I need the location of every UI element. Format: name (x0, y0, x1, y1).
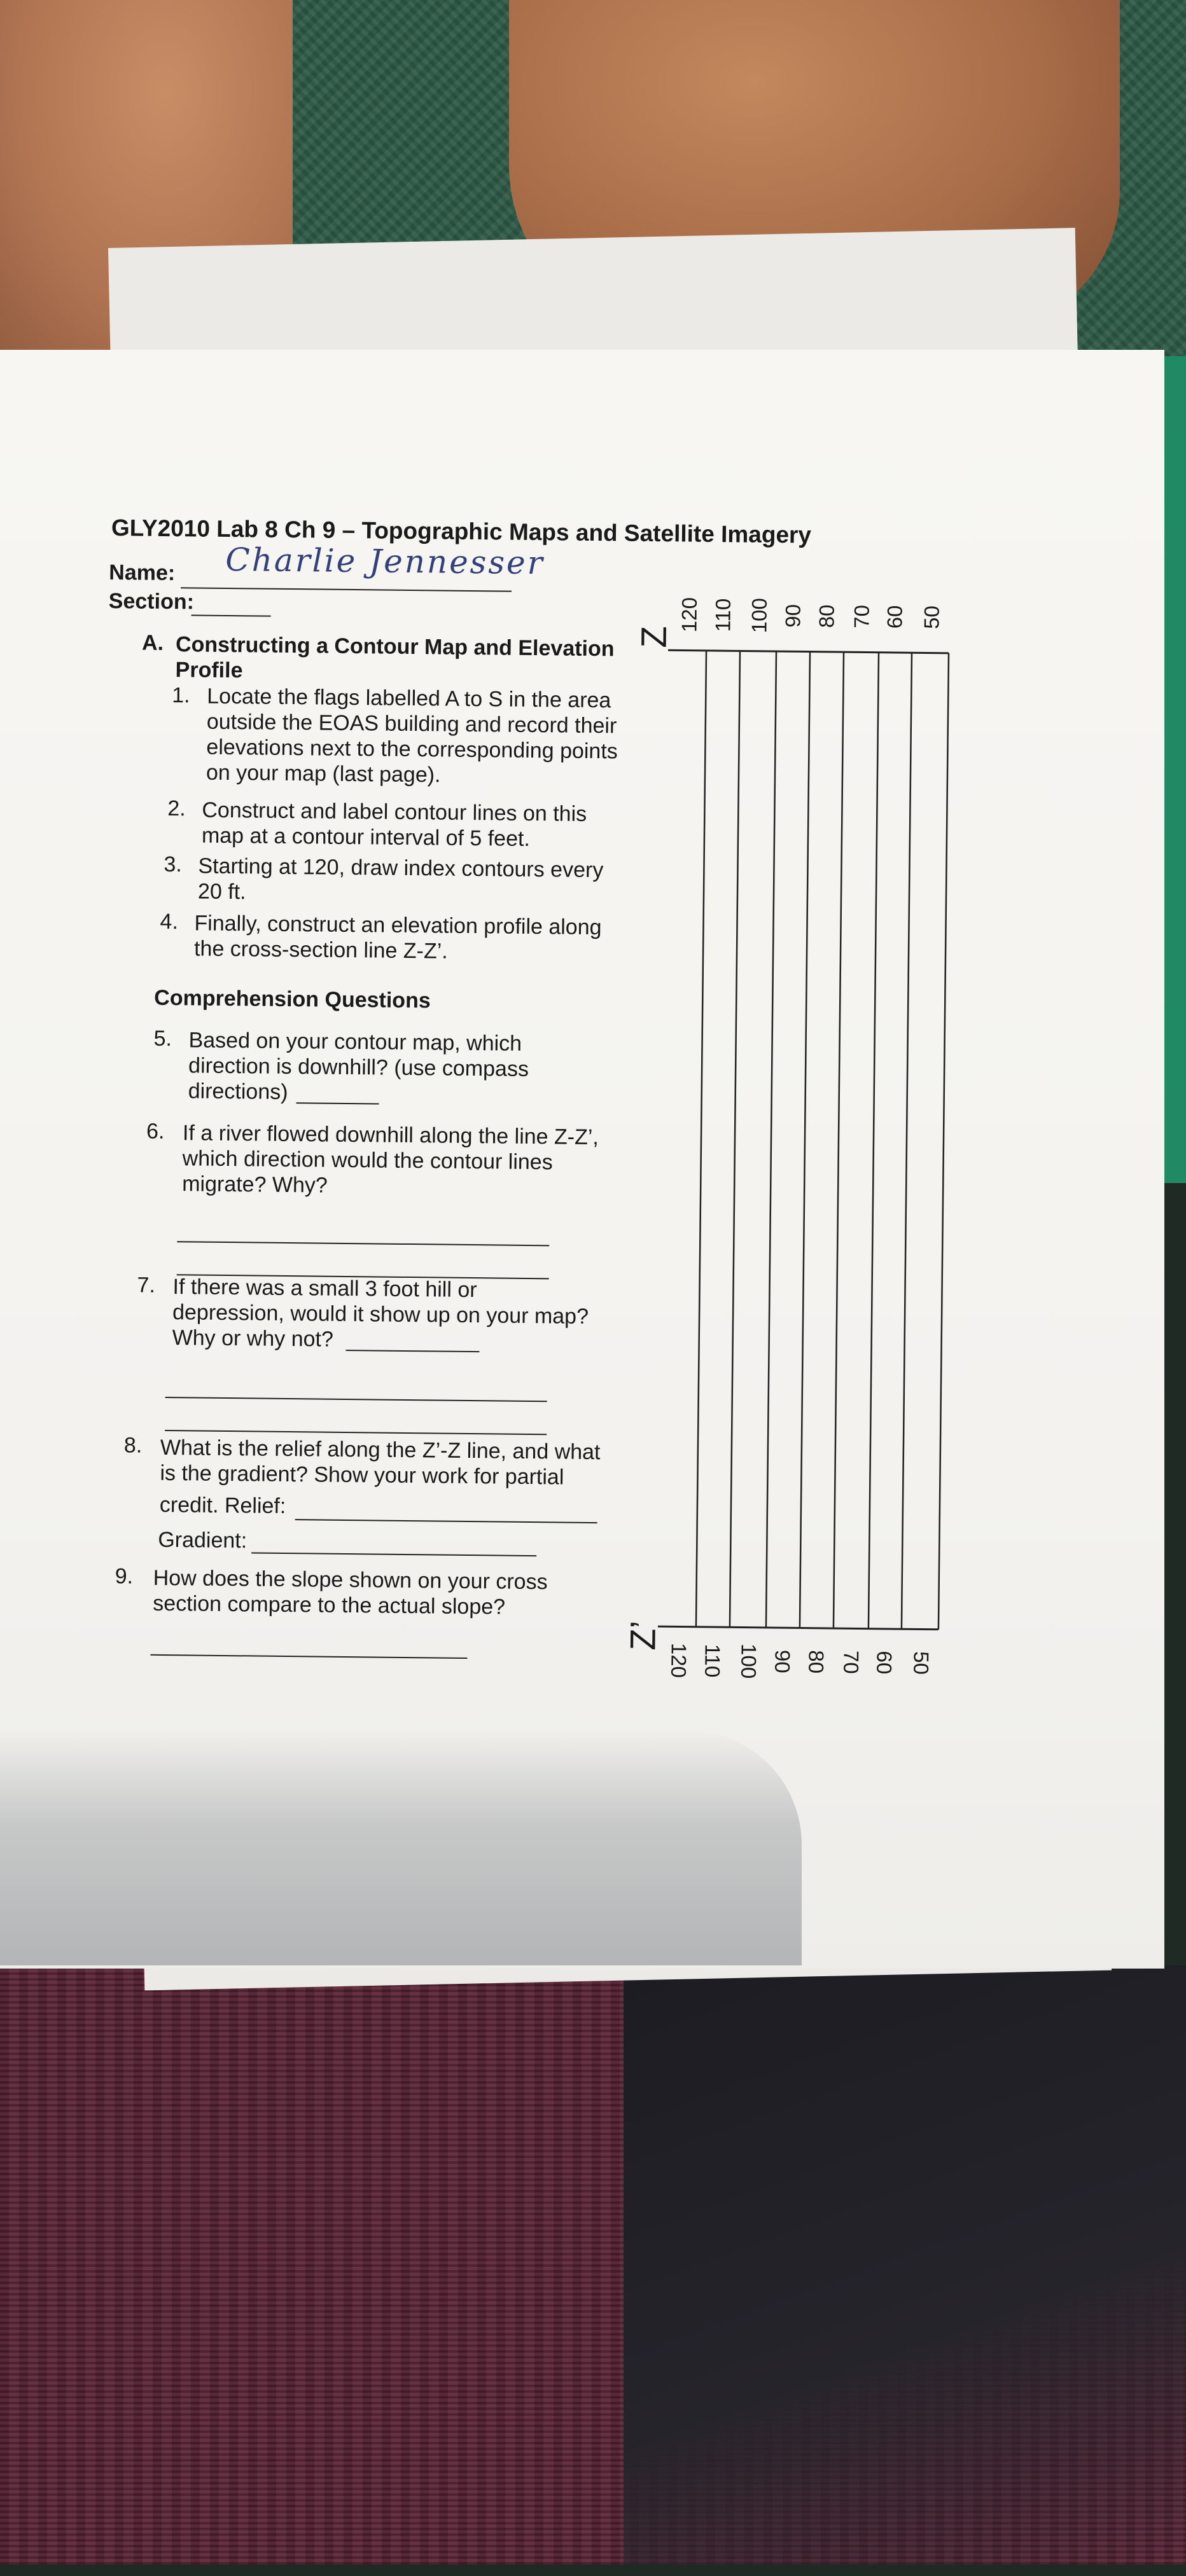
question-8-line: is the gradient? Show your work for partial (160, 1460, 564, 1490)
elevation-line-60 (902, 653, 912, 1629)
item-1-line: on your map (last page). (206, 760, 441, 787)
elevation-line-110 (730, 651, 740, 1627)
question-6-line: migrate? Why? (182, 1172, 328, 1198)
elevation-line-100 (766, 651, 776, 1628)
item-4-line: the cross-section line Z-Z’. (193, 936, 448, 964)
part-a-heading-line1: Constructing a Contour Map and Elevation (175, 632, 615, 661)
item-1-number: 1. (172, 683, 190, 708)
comprehension-heading: Comprehension Questions (154, 985, 431, 1013)
item-2-number: 2. (167, 796, 186, 821)
elevation-label-bottom-60: 60 (872, 1651, 896, 1675)
elevation-label-top-80: 80 (814, 604, 839, 628)
grid-bottom-edge (658, 1626, 938, 1630)
elevation-line-80 (834, 652, 844, 1628)
question-9-line: section compare to the actual slope? (153, 1591, 506, 1619)
elevation-line-90 (800, 652, 810, 1628)
question-5-number: 5. (153, 1026, 172, 1051)
grid-top-edge (668, 650, 949, 653)
question-5-line: direction is downhill? (use compass (188, 1053, 529, 1081)
elevation-label-bottom-110: 110 (701, 1644, 725, 1678)
item-1-line: outside the EOAS building and record their (206, 709, 617, 738)
elevation-label-top-90: 90 (781, 604, 805, 628)
elevation-label-top-60: 60 (883, 605, 907, 629)
elevation-label-top-50: 50 (919, 606, 944, 630)
question-6-line: which direction would the contour lines (182, 1146, 553, 1175)
item-3-line: 20 ft. (197, 879, 246, 904)
elevation-line-120 (696, 651, 706, 1627)
question-8-gradient-label: Gradient: (158, 1527, 248, 1553)
item-3-line: Starting at 120, draw index contours every (198, 854, 604, 883)
elevation-label-top-120: 120 (677, 597, 701, 633)
question-7-line: depression, would it show up on your map? (172, 1300, 589, 1329)
name-handwriting: Charlie Jennesser (225, 541, 545, 582)
part-a-letter: A. (141, 630, 164, 655)
hand-shadow (0, 1730, 802, 1965)
item-1-line: Locate the flags labelled A to S in the area (207, 684, 611, 713)
item-2-line: map at a contour interval of 5 feet. (201, 823, 531, 851)
name-label: Name: (109, 560, 176, 586)
elevation-label-bottom-70: 70 (839, 1650, 863, 1674)
elevation-label-bottom-120: 120 (667, 1642, 691, 1679)
part-a-heading-line2: Profile (175, 658, 243, 683)
item-4-number: 4. (160, 909, 179, 934)
question-8-line: What is the relief along the Z’-Z line, and what (160, 1435, 601, 1465)
item-4-line: Finally, construct an elevation profile along (194, 911, 602, 940)
elevation-label-top-110: 110 (711, 598, 735, 632)
cross-section-label-z-prime: Z’ (622, 1620, 663, 1651)
question-7-line: Why or why not? (172, 1326, 334, 1352)
question-6-line: If a river flowed downhill along the line Z-Z’, (182, 1121, 599, 1150)
page-title: GLY2010 Lab 8 Ch 9 – Topographic Maps and Satellite Imagery (111, 515, 812, 548)
question-7-number: 7. (137, 1273, 156, 1298)
question-6-number: 6. (146, 1119, 165, 1144)
elevation-label-top-70: 70 (849, 604, 874, 628)
question-9-line: How does the slope shown on your cross (153, 1565, 548, 1595)
section-label: Section: (108, 589, 195, 614)
elevation-line-50 (938, 653, 949, 1630)
item-3-number: 3. (164, 852, 183, 877)
elevation-line-70 (869, 653, 879, 1629)
item-2-line: Construct and label contour lines on this (202, 798, 587, 826)
question-7-line: If there was a small 3 foot hill or (172, 1275, 477, 1303)
question-8-number: 8. (123, 1433, 143, 1458)
elevation-label-bottom-80: 80 (804, 1650, 828, 1674)
question-5-line: Based on your contour map, which (188, 1028, 522, 1056)
cross-section-label-z: Z (633, 626, 674, 648)
question-5-line: directions) (188, 1079, 288, 1105)
elevation-label-top-100: 100 (747, 597, 771, 634)
elevation-label-bottom-50: 50 (909, 1651, 933, 1675)
item-1-line: elevations next to the corresponding points (206, 735, 618, 764)
question-9-number: 9. (115, 1564, 134, 1589)
elevation-label-bottom-100: 100 (737, 1643, 761, 1679)
elevation-label-bottom-90: 90 (771, 1649, 795, 1673)
question-8-relief-label: credit. Relief: (159, 1492, 286, 1519)
